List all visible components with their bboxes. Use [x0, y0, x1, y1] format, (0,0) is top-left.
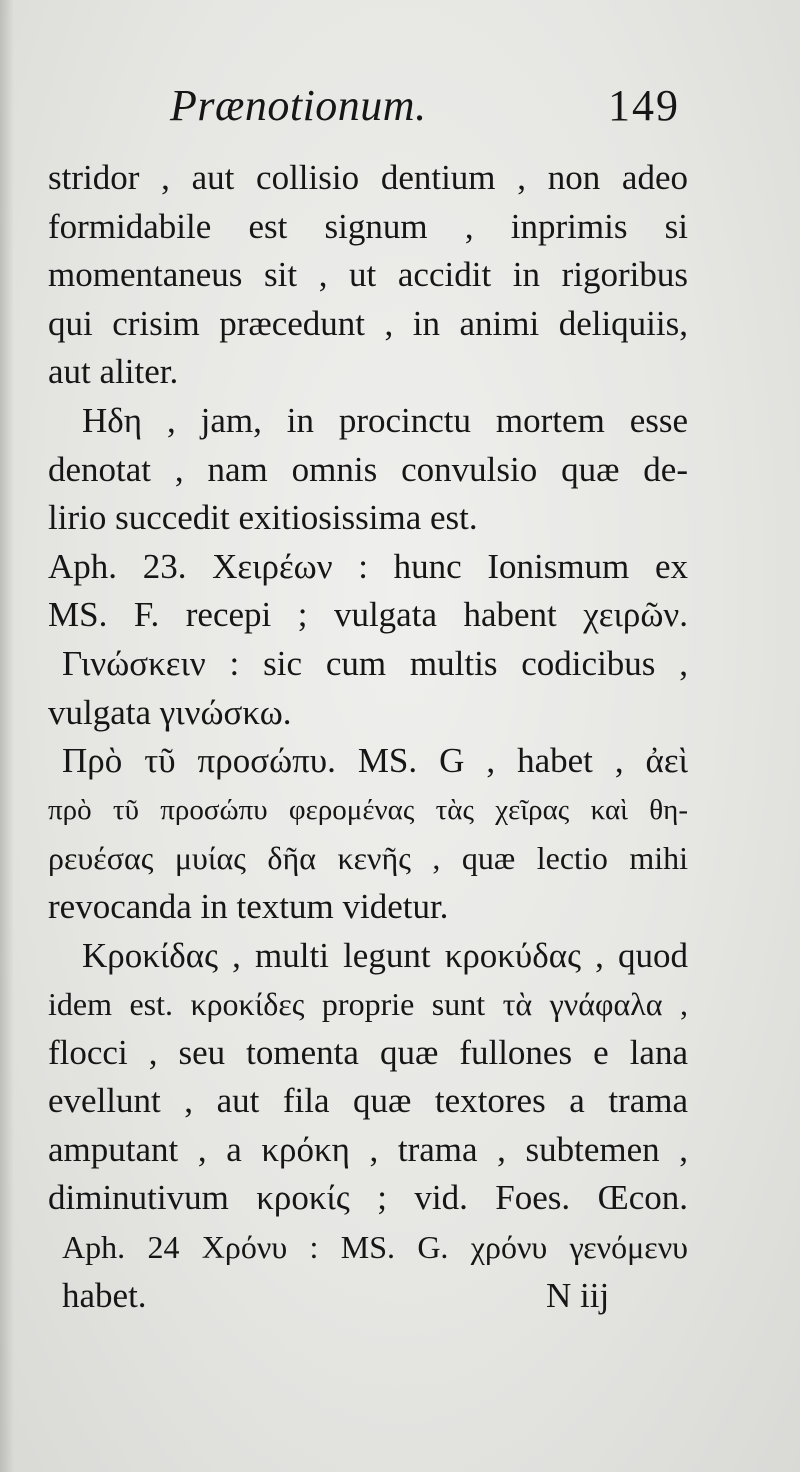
text-line: aut aliter. — [48, 352, 179, 392]
text-line: ρευέσας μυίας δῆα κενῆς , quæ lectio mihi — [48, 840, 688, 877]
page-edge-shadow — [0, 0, 14, 1472]
text-line: idem est. κροκίδες proprie sunt τὰ γνάφαλα , — [48, 986, 688, 1023]
text-line: revocanda in textum videtur. — [48, 886, 449, 926]
text-line: Πρὸ τῦ προσώπυ. MS. G , habet , ἀεὶ — [62, 741, 688, 781]
text-line: qui crisim præcedunt , in animi deliquiis, — [48, 303, 688, 343]
final-line — [48, 1272, 688, 1321]
text-line: diminutivum κροκίς ; vid. Foes. Œcon. — [48, 1178, 688, 1218]
text-line: amputant , a κρόκη , trama , subtemen , — [48, 1129, 688, 1169]
page-body-text — [48, 154, 688, 1320]
text-line: Aph. 24 Χρόνυ : MS. G. χρόνυ γενόμενυ — [62, 1229, 688, 1266]
page-header — [170, 80, 680, 140]
text-line: vulgata γινώσκω. — [48, 692, 292, 732]
text-line: stridor , aut collisio dentium , non adeo — [48, 158, 688, 197]
text-line: Γινώσκειν : sic cum multis codicibus , — [62, 643, 688, 683]
text-line: Ηδη , jam, in procinctu mortem esse — [82, 400, 688, 440]
text-line: Aph. 23. Χειρέων : hunc Ionismum ex — [48, 546, 688, 586]
text-line: MS. F. recepi ; vulgata habent χειρῶν. — [48, 595, 688, 635]
text-line: momentaneus sit , ut accidit in rigoribus — [48, 255, 688, 295]
text-line: Κροκίδας , multi legunt κροκύδας , quod — [82, 935, 688, 975]
page-number: 149 — [608, 81, 680, 130]
text-line: denotat , nam omnis convulsio quæ de- — [48, 449, 688, 489]
text-line: πρὸ τῦ προσώπυ φερομένας τὰς χεῖρας καὶ θη- — [48, 793, 688, 826]
text-line: lirio succedit exitiosissima est. — [48, 498, 478, 538]
running-head: Prænotionum. — [170, 81, 427, 130]
text-line: evellunt , aut fila quæ textores a trama — [48, 1081, 688, 1121]
text-line: habet. — [62, 1275, 147, 1315]
text-line: flocci , seu tomenta quæ fullones e lana — [48, 1032, 688, 1072]
text-line: formidabile est signum , inprimis si — [48, 206, 688, 246]
signature-mark: N iij — [546, 1275, 610, 1315]
